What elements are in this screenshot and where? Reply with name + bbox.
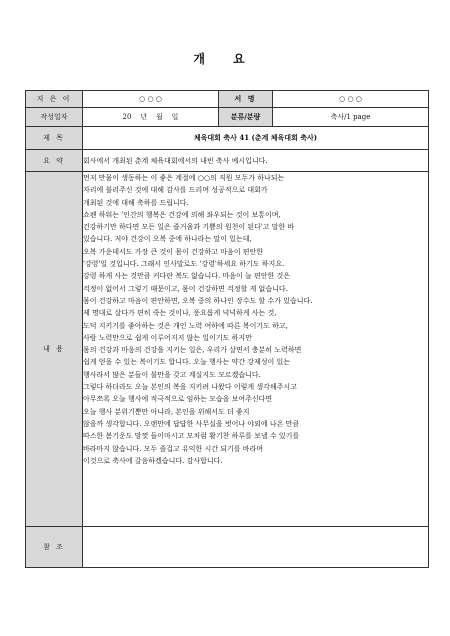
content-line: 않을까 생각합니다. 오랜만에 답답한 사무실을 벗어나 야외에 나온 만큼 (83, 419, 300, 428)
content-line: 오복 가운데서도 가장 큰 것이 몸이 건강하고 마음이 편안한 (83, 247, 264, 256)
content-line: 따스한 봄기운도 맘껏 들이마시고 모처럼 활기찬 하루를 보낼 수 있기를 (83, 432, 300, 441)
content-line: 있습니다. 저야 건강이 오복 중에 하나라는 말이 있는데, (83, 235, 252, 244)
content-line: 자리에 불러주신 것에 대해 감사를 드리며 성공적으로 대회가 (83, 186, 268, 195)
date-row (26, 108, 429, 127)
content-body (83, 172, 429, 527)
author-label: 지 은 이 (26, 91, 83, 108)
content-line: 제 명대로 살다가 편히 죽는 것이나, 풍요롭게 넉넉하게 사는 것, (83, 309, 277, 318)
content-line: 몸의 건강과 마음의 건강을 지키는 일은, 우리가 살면서 충분히 노력하면 (83, 346, 302, 355)
date-value: 20 년 월 일 (83, 108, 219, 127)
subject-label: 제 목 (26, 127, 83, 150)
content-line: 이것으로 축사에 갈음하겠습니다. 감사합니다. (83, 456, 223, 465)
date-label: 작성일자 (26, 108, 83, 127)
content-line: 아무쪼록 오늘 행사에 적극적으로 임하는 모습을 보여주신다면 (83, 395, 273, 404)
summary-value: 회사에서 개최된 춘계 체육대회에서의 내빈 축사 예시입니다. (83, 150, 429, 172)
reference-row (26, 527, 429, 568)
title-label: 서 명 (219, 91, 273, 108)
content-line: 몸이 건강하고 마음이 편안하면, 오복 중의 하나인 장수도 할 수가 있습니다. (83, 296, 313, 305)
document-title: 개 요 (193, 52, 257, 66)
reference-label: 참 조 (26, 527, 83, 568)
content-line: 건강하기만 하다면 모든 일은 즐거움과 기쁨의 원천이 된다'고 말한 바 (83, 223, 295, 232)
content-label: 내 용 (26, 172, 83, 527)
content-line: 걱정이 없어서 그렇기 때문이고, 몸이 건강하면 걱정할 게 없습니다. (83, 284, 288, 293)
summary-label: 요 약 (26, 150, 83, 172)
content-line: 그렇다 하더라도 오늘 본인의 복을 지키려 나왔다 이렇게 생각해주시고 (83, 383, 297, 392)
content-line: 도덕 지키기를 좋아하는 것은 개인 노력 여하에 따른 복이기도 하고, (83, 321, 288, 330)
summary-form-table (25, 90, 429, 568)
content-line: '강령'일 것입니다. 그래서 인사말로도 '강령'하세요 하기도 하지요. (83, 260, 285, 269)
subject-row (26, 127, 429, 150)
reference-value (83, 527, 429, 568)
author-row (26, 91, 429, 108)
title-value: ○ ○ ○ (273, 91, 429, 108)
content-line: 쉽게 얻을 수 있는 복이기도 합니다. 오늘 행사는 약간 강제성이 있는 (83, 358, 291, 367)
content-line: 사람 노력만으로 쉽게 이루어지지 않는 일이기도 하지만 (83, 333, 252, 342)
category-value: 축사/1 page (273, 108, 429, 127)
content-text (83, 172, 428, 467)
content-row (26, 172, 429, 527)
category-label: 분류/분량 (219, 108, 273, 127)
content-line: 개최된 것에 대해 축하를 드립니다. (83, 198, 189, 207)
content-line: 강령 하게 사는 것만큼 커다란 복도 없습니다. 마음이 늘 편안한 것은 (83, 272, 291, 281)
summary-row (26, 150, 429, 172)
content-line: 오늘 행사 분위기뿐만 아니라, 본인을 위해서도 더 좋지 (83, 407, 250, 416)
author-value: ○ ○ ○ (83, 91, 219, 108)
content-line: 쇼펜 하워는 '인간의 행복은 건강에 의해 좌우되는 것이 보통이며, (83, 210, 281, 219)
content-line: 행사라서 많은 분들이 불만을 갖고 계실지도 모르겠습니다. (83, 370, 261, 379)
content-line: 먼저 만물이 생동하는 이 좋은 계절에 ○○의 직원 모두가 하나되는 (83, 174, 285, 182)
content-line: 바라마지 않습니다. 모두 즐겁고 유익한 시간 되기를 바라며 (83, 444, 264, 453)
subject-value: 체육대회 축사 41 (춘계 체육대회 축사) (83, 127, 429, 150)
